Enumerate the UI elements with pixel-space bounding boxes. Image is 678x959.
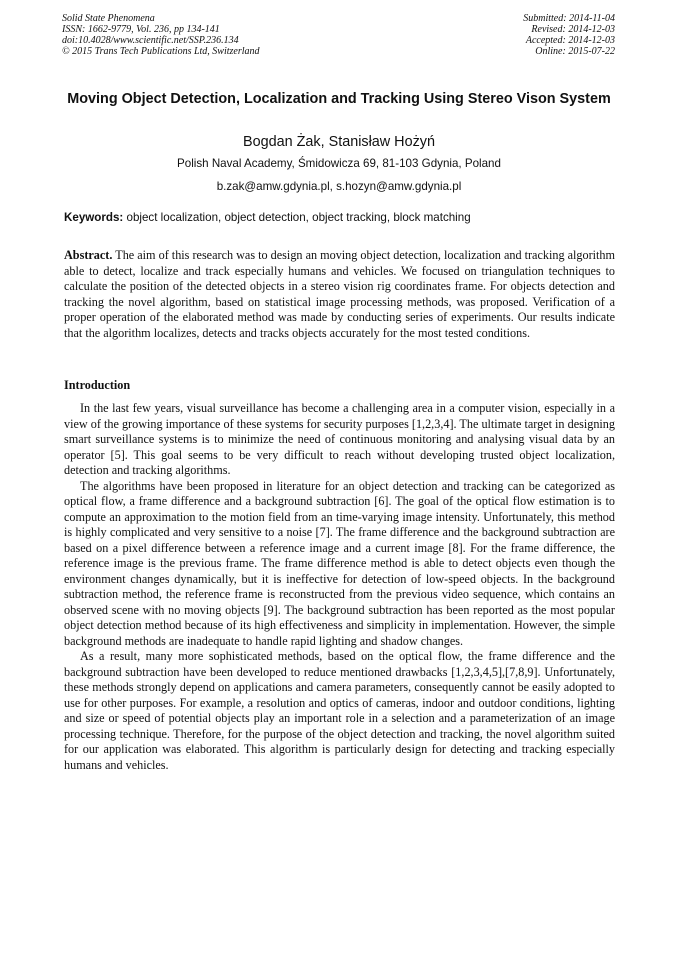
section-heading-introduction: Introduction [64, 378, 131, 392]
accepted-date: Accepted: 2014-12-03 [525, 35, 615, 46]
affiliation: Polish Naval Academy, Śmidowicza 69, 81-103 Gdynia, Poland [177, 157, 501, 170]
copyright-line: © 2015 Trans Tech Publications Ltd, Switzerland [62, 46, 260, 57]
submitted-date: Submitted: 2014-11-04 [523, 13, 615, 24]
journal-info [62, 13, 260, 57]
journal-name: Solid State Phenomena [62, 13, 155, 24]
abstract-label: Abstract. [64, 248, 113, 262]
online-date: Online: 2015-07-22 [535, 46, 615, 57]
author-emails: b.zak@amw.gdynia.pl, s.hozyn@amw.gdynia.pl [216, 180, 462, 193]
intro-paragraph: In the last few years, visual surveillance has become a challenging area in a computer vision, especially in a view of the growing importance of these systems for security purposes [1,2,3,4]. The ultimate target in designing smart surveillance systems is to minimize the need of continuous monitoring and analysing visual data by an operator [5]. This goal seems to be very difficult to reach without developing trusted object localization, detection and tracking algorithms. [64, 401, 615, 477]
abstract [64, 248, 615, 341]
author-list: Bogdan Żak, Stanisław Hożyń [243, 134, 435, 150]
abstract-text: The aim of this research was to design an moving object detection, localization and tracking algorithm able to detect, localize and track especially humans and vehicles. We focused on triangulation techniques to calculate the position of the detected objects in a stereo vision rig coordinates frame. For objects detection and tracking the novel algorithm, based on statistical image processing methods, was proposed. Verification of a proper operation of the elaborated method was made by conducting series of experiments. Our results indicate that the algorithm localizes, detects and tracks objects accurately for the most tested conditions. [64, 248, 615, 340]
revised-date: Revised: 2014-12-03 [531, 24, 615, 35]
submission-dates [523, 13, 615, 57]
keywords-text: object localization, object detection, object tracking, block matching [126, 211, 471, 224]
doi-line: doi:10.4028/www.scientific.net/SSP.236.134 [62, 35, 239, 46]
issn-line: ISSN: 1662-9779, Vol. 236, pp 134-141 [62, 24, 220, 35]
introduction-body [64, 401, 615, 773]
keywords-label: Keywords: [64, 211, 124, 224]
intro-paragraph: As a result, many more sophisticated methods, based on the optical flow, the frame difference and the background subtraction have been developed to reduce mentioned drawbacks [1,2,3,4,5],[7,8,9]. Unfortunately, these methods strongly depend on applications and camera parameters, consequently cannot be easily adopted to use for other purposes. For example, a resolution and optics of cameras, indoor and outdoor conditions, lighting and size or speed of potential objects play an important role in a selection and a parameterization of an image processing technique. Therefore, for the purpose of the object detection and tracking, the novel algorithm suited for our application was elaborated. This algorithm is particularly design for detecting and tracking especially humans and vehicles. [64, 649, 615, 772]
paper-title: Moving Object Detection, Localization and Tracking Using Stereo Vison System [67, 91, 611, 107]
keywords [64, 211, 615, 225]
intro-paragraph: The algorithms have been proposed in literature for an object detection and tracking can be categorized as optical flow, a frame difference and a background subtraction [6]. The goal of the optical flow estimation is to compute an approximation to the motion field from an time-varying image intensity. Unfortunately, this method is highly complicated and very sensitive to a noise [7]. The frame difference and the background subtraction are based on a pixel difference between a reference image and a current image [8]. For the frame difference, the reference image is the previous frame. The frame difference method is able to detect objects even though the environment changes dynamically, but it is ineffective for detection of low-speed objects. In the background subtraction method, the reference frame is reconstructed from the previous video sequence, which contains an observed scene with no moving objects [9]. The background subtraction has been reported as the most popular object detection method because of its high effectiveness and simplicity in implementation. However, the simple background methods are inadequate to handle rapid lighting and shadow changes. [64, 478, 615, 648]
